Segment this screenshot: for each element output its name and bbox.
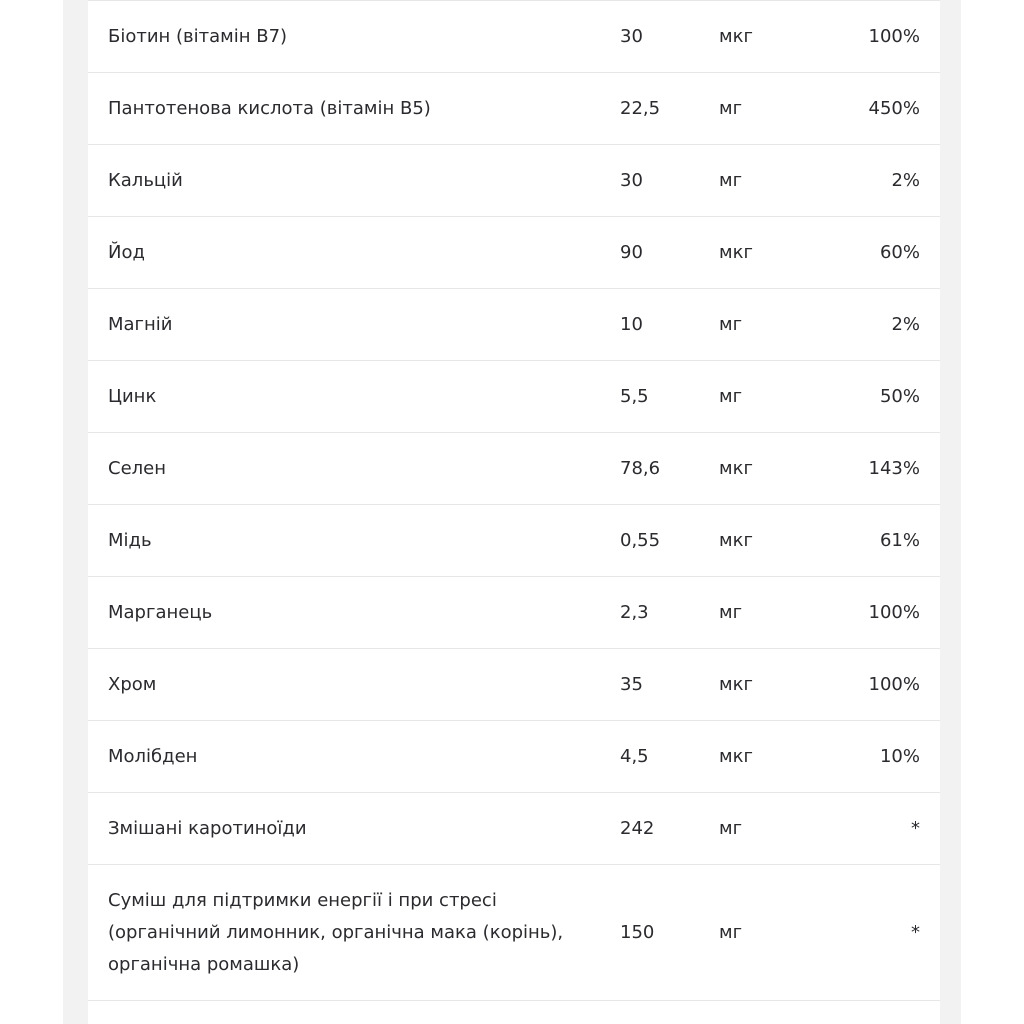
nutrient-amount: 5,5	[620, 385, 649, 407]
nutrient-name: Суміш для підтримки енергії і при стресі (органічний лимонник, органічна мака (корінь), органічна ромашка)	[108, 889, 564, 975]
nutrient-daily-value: 50%	[879, 385, 920, 407]
nutrient-name: Змішані каротиноїди	[108, 817, 307, 839]
nutrient-amount: 35	[620, 673, 643, 695]
table-row	[88, 721, 940, 793]
nutrient-unit: мг	[719, 169, 743, 191]
table-row	[88, 361, 940, 433]
nutrient-daily-value: *	[911, 817, 920, 839]
nutrient-unit: мг	[719, 313, 743, 335]
table-row	[88, 1001, 940, 1024]
nutrient-amount: 10	[620, 313, 643, 335]
nutrient-name: Біотин (вітамін В7)	[108, 25, 288, 47]
nutrient-amount: 0,55	[620, 529, 661, 551]
nutrient-amount: 30	[620, 169, 643, 191]
nutrient-unit: мкг	[719, 457, 753, 479]
nutrient-unit: мкг	[719, 673, 753, 695]
nutrient-name: Молібден	[108, 745, 198, 767]
nutrient-daily-value: 61%	[879, 529, 920, 551]
nutrient-daily-value: 450%	[868, 97, 920, 119]
nutrient-daily-value: 10%	[879, 745, 920, 767]
nutrient-name: Мідь	[108, 529, 152, 551]
table-row	[88, 73, 940, 145]
table-row	[88, 577, 940, 649]
table-row	[88, 649, 940, 721]
table-row	[88, 1, 940, 73]
table-row	[88, 865, 940, 1001]
nutrient-amount: 22,5	[620, 97, 661, 119]
nutrient-amount: 4,5	[620, 745, 649, 767]
nutrient-unit: мкг	[719, 241, 753, 263]
nutrient-unit: мг	[719, 817, 743, 839]
nutrient-daily-value: 143%	[868, 457, 920, 479]
table-row	[88, 505, 940, 577]
nutrient-name: Пантотенова кислота (вітамін В5)	[108, 97, 431, 119]
table-row	[88, 433, 940, 505]
nutrient-unit: мкг	[719, 745, 753, 767]
nutrient-daily-value: 2%	[891, 313, 920, 335]
nutrient-name: Магній	[108, 313, 173, 335]
nutrient-name: Йод	[108, 241, 145, 263]
table-row	[88, 145, 940, 217]
nutrient-daily-value: 100%	[868, 25, 920, 47]
nutrient-name: Селен	[108, 457, 166, 479]
nutrient-amount: 90	[620, 241, 643, 263]
nutrient-daily-value: 100%	[868, 601, 920, 623]
table-row	[88, 289, 940, 361]
nutrient-daily-value: 100%	[868, 673, 920, 695]
nutrient-unit: мкг	[719, 529, 753, 551]
nutrient-name: Кальцій	[108, 169, 183, 191]
nutrition-table	[88, 0, 940, 1024]
nutrient-amount: 150	[620, 921, 655, 943]
nutrient-unit: мг	[719, 601, 743, 623]
nutrient-name: Марганець	[108, 601, 213, 623]
nutrient-unit: мг	[719, 97, 743, 119]
nutrient-unit: мг	[719, 385, 743, 407]
nutrient-amount: 30	[620, 25, 643, 47]
nutrient-unit: мкг	[719, 25, 753, 47]
nutrient-daily-value: 2%	[891, 169, 920, 191]
nutrient-amount: 78,6	[620, 457, 661, 479]
nutrient-amount: 2,3	[620, 601, 649, 623]
nutrient-daily-value: 60%	[879, 241, 920, 263]
nutrient-name: Цинк	[108, 385, 157, 407]
nutrient-name: Хром	[108, 673, 157, 695]
nutrient-unit: мг	[719, 921, 743, 943]
table-row	[88, 793, 940, 865]
nutrient-amount: 242	[620, 817, 655, 839]
nutrient-daily-value: *	[911, 921, 920, 943]
table-row	[88, 217, 940, 289]
